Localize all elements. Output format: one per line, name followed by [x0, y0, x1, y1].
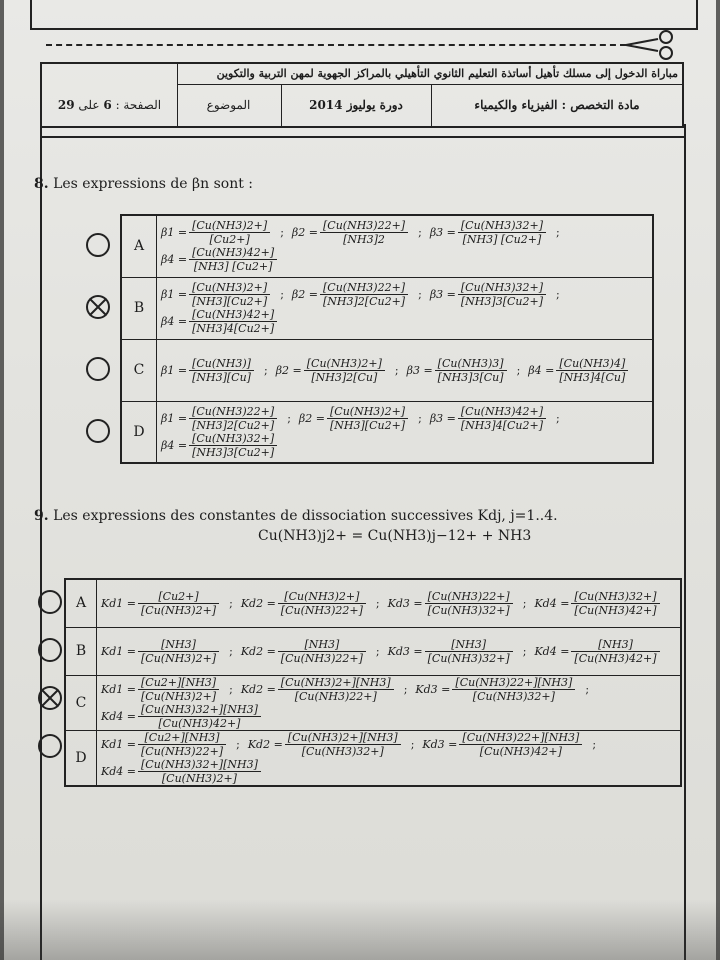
fraction-numerator: [Cu(NH3)] [189, 357, 254, 371]
page-of: على [78, 98, 100, 112]
q9-option-letter: D [65, 730, 97, 786]
expression-lhs: Kd2 = [247, 737, 283, 751]
fraction [138, 731, 226, 758]
expression [161, 246, 279, 273]
fraction-numerator: [Cu(NH3)32+] [189, 432, 277, 446]
expression [430, 219, 548, 246]
expression [101, 731, 228, 758]
expression-lhs: Kd4 = [534, 596, 570, 610]
expression-lhs: β2 = [298, 411, 325, 425]
expression-lhs: β1 = [161, 363, 188, 377]
fraction-denominator: [NH3]2[Cu] [311, 370, 378, 384]
q8-option-row [121, 401, 653, 463]
expression [534, 590, 661, 617]
expression-lhs: β3 = [429, 411, 456, 425]
expression [528, 357, 630, 384]
q9-answer-radio-b[interactable] [38, 638, 62, 662]
expression-lhs: β2 = [291, 226, 318, 240]
q9-option-letter: A [65, 579, 97, 627]
expression [292, 281, 410, 308]
previous-page-box-edge [30, 0, 698, 30]
fraction-denominator: [Cu(NH3)22+] [140, 744, 224, 758]
fraction [189, 219, 270, 246]
expression-lhs: Kd3 = [422, 737, 458, 751]
q8-option-expressions [157, 215, 654, 277]
fraction-numerator: [Cu(NH3)2+][NH3] [278, 676, 394, 690]
fraction-numerator: [Cu(NH3)42+] [189, 246, 277, 260]
fraction-denominator: [NH3]3[Cu] [437, 370, 504, 384]
q9-option-letter: B [65, 627, 97, 675]
fraction [425, 590, 513, 617]
fraction-numerator: [Cu(NH3)2+] [278, 590, 366, 604]
page-current: 6 [103, 98, 112, 112]
expression-lhs: β4 = [528, 363, 555, 377]
expression [161, 281, 272, 308]
fraction-denominator: [Cu(NH3)2+] [140, 651, 217, 665]
expression [161, 405, 279, 432]
q9-number: 9. [34, 508, 49, 524]
q9-answer-radio-c[interactable] [38, 686, 62, 710]
fraction-numerator: [Cu(NH3)32+] [571, 590, 659, 604]
subject-label: الموضوع [176, 84, 282, 126]
fraction-numerator: [Cu(NH3)22+][NH3] [452, 676, 575, 690]
fraction [327, 405, 408, 432]
fraction-denominator: [Cu(NH3)32+] [301, 744, 384, 758]
session-year: 2014 [309, 98, 343, 112]
separator: ; [229, 596, 233, 610]
q8-option-letter: D [121, 401, 157, 463]
separator: ; [556, 288, 560, 301]
fraction-denominator: [Cu(NH3)42+] [158, 716, 241, 730]
fraction-denominator: [NH3][Cu2+] [192, 295, 268, 308]
fraction [189, 432, 277, 459]
fraction-denominator: [Cu(NH3)2+] [140, 603, 217, 617]
separator: ; [522, 596, 527, 610]
expression [101, 638, 221, 665]
fraction [571, 590, 659, 617]
separator: ; [418, 411, 422, 425]
separator: ; [287, 411, 291, 425]
expression [292, 219, 410, 246]
fraction [458, 219, 546, 246]
fraction-numerator: [Cu(NH3)2+] [189, 281, 270, 295]
expression [101, 676, 221, 703]
q9-option-row [65, 675, 681, 730]
fraction-numerator: [Cu2+] [138, 590, 219, 604]
fraction-denominator: [Cu(NH3)32+] [427, 651, 510, 665]
fraction-numerator: [Cu(NH3)4] [556, 357, 628, 371]
expression-lhs: Kd4 = [534, 644, 570, 658]
fraction-denominator: [Cu(NH3)22+] [280, 603, 363, 617]
expression [388, 638, 515, 665]
expression-lhs: Kd3 = [387, 644, 423, 658]
expression-lhs: Kd1 = [101, 596, 136, 610]
expression [534, 638, 661, 665]
fraction [189, 246, 277, 273]
expression-lhs: Kd3 = [415, 682, 451, 696]
expression-lhs: Kd3 = [387, 596, 423, 610]
q8-number: 8. [34, 176, 49, 192]
fraction [304, 357, 385, 384]
fraction-numerator: [Cu(NH3)42+] [189, 308, 277, 322]
fraction-numerator: [NH3] [278, 638, 366, 652]
q9-option-expressions [97, 627, 682, 675]
expression-lhs: Kd2 = [240, 682, 276, 696]
fraction-numerator: [NH3] [425, 638, 513, 652]
fraction [571, 638, 659, 665]
fraction-numerator: [Cu(NH3)32+] [458, 219, 546, 233]
expression-lhs: β3 = [429, 226, 456, 240]
fraction-numerator: [Cu(NH3)2+] [189, 219, 270, 233]
expression [299, 405, 410, 432]
fraction-denominator: [NH3]4[Cu2+] [192, 322, 275, 335]
fraction-numerator: [Cu(NH3)32+] [458, 281, 546, 295]
fraction [458, 281, 546, 308]
expression-lhs: Kd2 = [240, 596, 276, 610]
expression [161, 219, 272, 246]
expression-lhs: Kd1 = [101, 737, 136, 751]
fraction-denominator: [NH3]4[Cu] [559, 370, 626, 384]
q8-answer-radio-c[interactable] [86, 357, 110, 381]
q9-option-expressions [97, 730, 682, 786]
page-number [42, 84, 177, 126]
fraction [285, 731, 401, 758]
session-label [281, 84, 432, 126]
contest-title: مباراة الدخول إلى مسلك تأهيل أساتذة التعليم الثانوي التأهيلي بالمراكز الجهوية لمهن التربية والتكوين [177, 64, 682, 85]
q9-option-letter: C [65, 675, 97, 730]
q9-title [34, 508, 558, 524]
exam-page [4, 0, 716, 960]
separator: ; [280, 226, 284, 240]
fraction-denominator: [NH3][Cu2+] [329, 418, 406, 432]
fraction [189, 281, 270, 308]
q9-option-expressions [97, 675, 682, 730]
expression [101, 590, 221, 617]
q9-option-row [65, 627, 681, 675]
fraction-numerator: [Cu(NH3)32+][NH3] [138, 758, 261, 772]
expression-lhs: β1 = [161, 411, 188, 425]
q8-option-row [121, 277, 653, 339]
fraction [320, 281, 408, 308]
fraction [189, 308, 277, 335]
expression-lhs: Kd2 = [240, 644, 276, 658]
fraction-denominator: [NH3]2[Cu2+] [322, 295, 406, 308]
q8-option-letter: B [121, 277, 157, 339]
fraction-numerator: [Cu(NH3)2+] [304, 357, 385, 371]
fraction [138, 590, 219, 617]
fraction-numerator: [Cu(NH3)22+] [425, 590, 513, 604]
separator: ; [375, 644, 380, 658]
fraction [189, 405, 277, 432]
page-prefix: الصفحة : [115, 98, 162, 112]
fraction-denominator: [NH3] [Cu2+] [193, 260, 273, 274]
fraction [138, 676, 219, 703]
fraction-numerator: [Cu(NH3)32+][NH3] [138, 703, 261, 717]
frame-left [40, 124, 42, 960]
q8-option-row [121, 339, 653, 401]
q9-answer-radio-d[interactable] [38, 734, 62, 758]
expression [276, 357, 387, 384]
cut-line [46, 44, 626, 46]
expression-lhs: β4 = [161, 253, 188, 267]
expression [422, 731, 584, 758]
expression [241, 590, 368, 617]
q8-answer-radio-a[interactable] [86, 233, 110, 257]
expression [161, 357, 256, 384]
photo-shadow [0, 900, 720, 960]
fraction-denominator: [Cu(NH3)22+] [280, 651, 363, 665]
separator: ; [556, 411, 560, 425]
fraction-numerator: [Cu(NH3)42+] [458, 405, 546, 419]
fraction [278, 638, 366, 665]
scissors-icon [624, 30, 680, 60]
fraction-numerator: [Cu(NH3)22+] [320, 281, 408, 295]
expression [430, 405, 548, 432]
fraction-denominator: [NH3]2[Cu2+] [192, 418, 275, 432]
q8-title [34, 176, 253, 192]
q8-option-expressions [157, 401, 654, 463]
expression-lhs: β2 = [275, 363, 302, 377]
separator: ; [516, 363, 521, 377]
fraction-denominator: [NH3]3[Cu2+] [192, 445, 275, 459]
fraction [278, 676, 394, 703]
q9-equation: Cu(NH3)j2+ = Cu(NH3)j−12+ + NH3 [258, 528, 532, 544]
specialty-label: مادة التخصص : الفيزياء والكيمياء [474, 98, 640, 112]
fraction-denominator: [Cu(NH3)2+] [161, 771, 237, 785]
q9-option-row [65, 579, 681, 627]
separator: ; [592, 737, 597, 751]
fraction [320, 219, 408, 246]
frame-top-rule [40, 136, 686, 138]
expression-lhs: β1 = [161, 226, 188, 240]
expression-lhs: Kd1 = [101, 682, 136, 696]
expression-lhs: β4 = [161, 438, 188, 452]
fraction [425, 638, 513, 665]
separator: ; [410, 737, 415, 751]
q8-answer-radio-d[interactable] [86, 419, 110, 443]
fraction-denominator: [Cu(NH3)32+] [427, 603, 510, 617]
fraction-numerator: [NH3] [138, 638, 219, 652]
fraction-denominator: [NH3][Cu] [192, 370, 251, 384]
expression [101, 758, 263, 785]
fraction-numerator: [Cu2+][NH3] [138, 731, 226, 745]
q8-option-letter: C [121, 339, 157, 401]
expression-lhs: β2 = [291, 288, 318, 301]
expression [248, 731, 403, 758]
separator: ; [585, 682, 590, 696]
fraction-numerator: [Cu2+][NH3] [138, 676, 219, 690]
expression [407, 357, 509, 384]
fraction-denominator: [Cu(NH3)2+] [140, 689, 217, 703]
q9-option-row [65, 730, 681, 786]
q8-answer-radio-b[interactable] [86, 295, 110, 319]
q9-answer-radio-a[interactable] [38, 590, 62, 614]
q8-options-table [120, 214, 654, 464]
fraction-numerator: [Cu(NH3)2+] [327, 405, 408, 419]
q8-option-letter: A [121, 215, 157, 277]
separator: ; [418, 288, 422, 301]
fraction [189, 357, 254, 384]
separator: ; [236, 737, 240, 751]
expression [430, 281, 548, 308]
fraction [459, 731, 582, 758]
expression-lhs: Kd4 = [101, 764, 136, 778]
expression [101, 703, 263, 730]
fraction-numerator: [Cu(NH3)2+][NH3] [285, 731, 401, 745]
session-prefix: دورة يوليوز [346, 98, 403, 112]
fraction [278, 590, 366, 617]
q8-text: Les expressions de βn sont : [53, 176, 254, 192]
separator: ; [394, 363, 399, 377]
fraction-numerator: [NH3] [571, 638, 659, 652]
fraction-denominator: [Cu(NH3)42+] [479, 744, 562, 758]
fraction-denominator: [Cu(NH3)32+] [472, 689, 555, 703]
expression [241, 638, 368, 665]
separator: ; [280, 288, 284, 301]
q9-options-table [64, 578, 682, 787]
expression [161, 432, 279, 459]
separator: ; [403, 682, 408, 696]
q8-option-expressions [157, 277, 654, 339]
separator: ; [418, 226, 422, 240]
expression-lhs: β4 = [161, 315, 188, 328]
separator: ; [522, 644, 527, 658]
separator: ; [229, 644, 233, 658]
expression [415, 676, 577, 703]
fraction [435, 357, 507, 384]
fraction-denominator: [NH3] [Cu2+] [462, 233, 542, 247]
separator: ; [375, 596, 380, 610]
separator: ; [263, 363, 268, 377]
q8-option-row [121, 215, 653, 277]
fraction-denominator: [NH3]2 [343, 233, 385, 247]
fraction-denominator: [Cu(NH3)42+] [574, 603, 657, 617]
fraction [556, 357, 628, 384]
expression-lhs: Kd4 = [101, 709, 136, 723]
q8-option-expressions [157, 339, 654, 401]
fraction-numerator: [Cu(NH3)22+] [189, 405, 277, 419]
fraction-denominator: [Cu(NH3)22+] [294, 689, 377, 703]
expression-lhs: β3 = [406, 363, 433, 377]
expression-lhs: β1 = [161, 288, 188, 301]
fraction [138, 703, 261, 730]
fraction-numerator: [Cu(NH3)22+][NH3] [459, 731, 582, 745]
separator: ; [556, 226, 560, 240]
expression [241, 676, 396, 703]
expression-lhs: Kd1 = [101, 644, 136, 658]
expression-lhs: β3 = [429, 288, 456, 301]
fraction-denominator: [NH3]3[Cu2+] [460, 295, 543, 308]
expression [161, 308, 279, 335]
fraction [138, 758, 261, 785]
fraction [138, 638, 219, 665]
fraction [458, 405, 546, 432]
fraction-denominator: [Cu(NH3)42+] [574, 651, 657, 665]
exam-header [40, 62, 684, 128]
fraction-numerator: [Cu(NH3)3] [435, 357, 507, 371]
page-total: 29 [57, 98, 75, 112]
fraction [452, 676, 575, 703]
fraction-numerator: [Cu(NH3)22+] [320, 219, 408, 233]
q9-text: Les expressions des constantes de dissociation successives Kdj, j=1..4. [53, 508, 558, 524]
separator: ; [229, 682, 233, 696]
fraction-denominator: [NH3]4[Cu2+] [460, 418, 543, 432]
q9-option-expressions [97, 579, 682, 627]
expression [388, 590, 515, 617]
frame-right [684, 124, 686, 960]
fraction-denominator: [Cu2+] [209, 233, 250, 247]
